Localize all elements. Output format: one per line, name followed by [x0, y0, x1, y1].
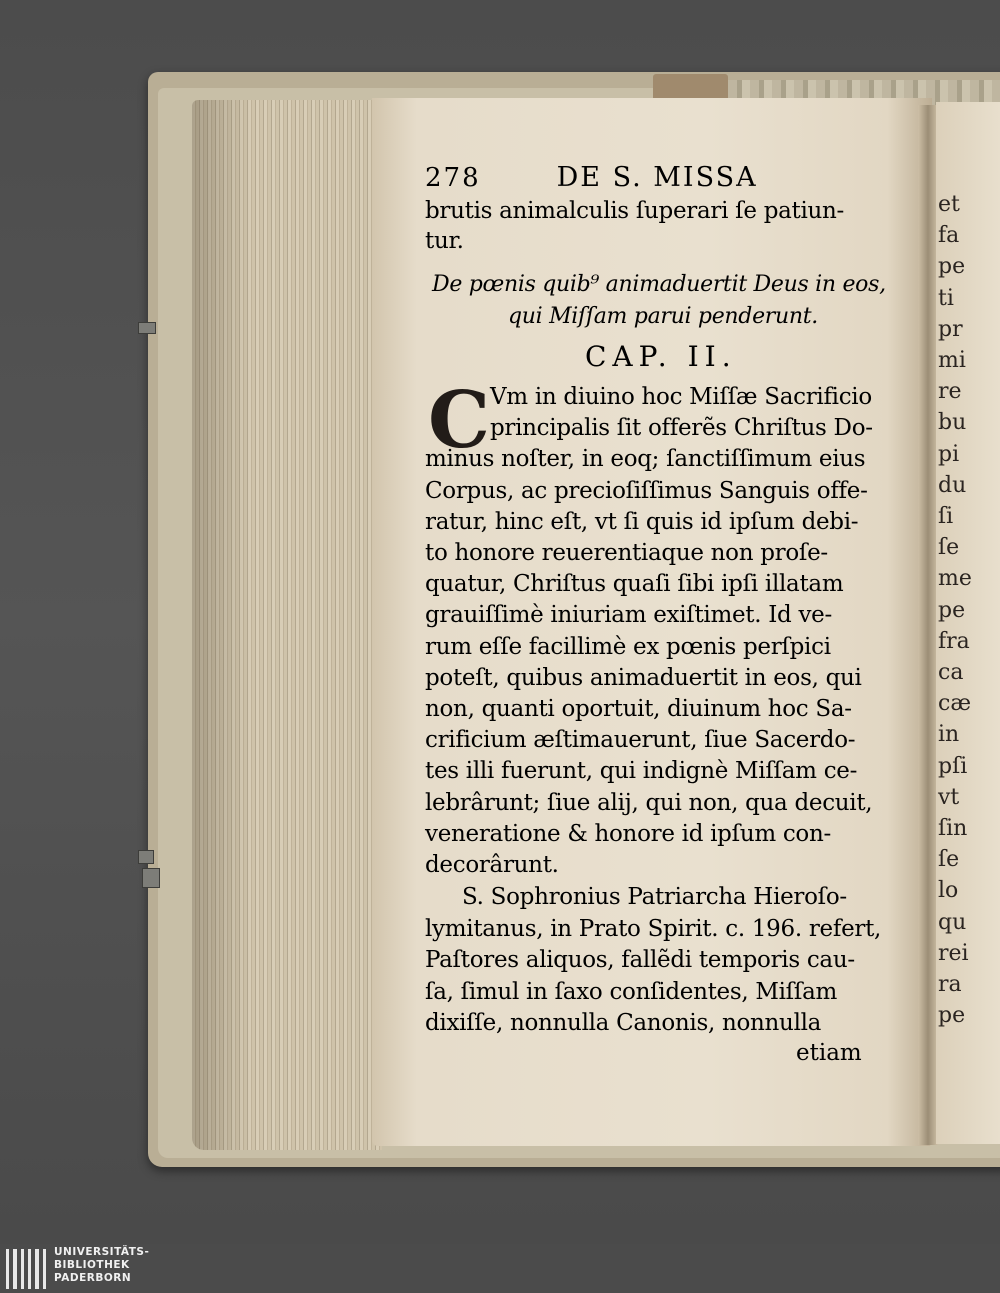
catchword: etiam: [796, 1040, 862, 1066]
right-page-fragment: pe: [938, 1003, 966, 1029]
right-page-fragment: ſi: [938, 504, 954, 529]
right-page-fragment: qu: [938, 909, 967, 935]
clasp-top: [138, 322, 156, 334]
text-line: veneratione & honore id ipſum con-: [425, 820, 831, 847]
right-page-fragment: du: [938, 472, 967, 498]
right-page-fragment: fa: [938, 223, 960, 249]
library-name-line: UNIVERSITÄTS-: [54, 1246, 150, 1258]
text-line: grauiſſimè iniuriam exiſtimet. Id ve-: [425, 602, 832, 629]
text-line: lebrârunt; ſiue alij, qui non, qua decuit,: [425, 789, 873, 816]
text-line: S. Sophronius Patriarcha Hieroſo-: [462, 884, 847, 910]
right-page-fragment: cæ: [938, 691, 971, 717]
text-line: Vm in diuino hoc Miſſæ Sacrificio: [490, 384, 872, 410]
gutter: [918, 105, 938, 1145]
text-line: tur.: [425, 228, 464, 254]
right-page-fragment: lo: [938, 878, 959, 904]
right-page-fragment: pe: [938, 254, 966, 280]
right-page-fragment: ſin: [938, 816, 968, 841]
text-line: ſa, ſimul in ſaxo conſidentes, Miſſam: [425, 978, 838, 1005]
text-line: poteſt, quibus animaduertit in eos, qui: [425, 664, 862, 691]
section-heading-line: qui Miſſam parui penderunt.: [508, 304, 818, 329]
right-page-fragment: pr: [938, 316, 963, 342]
text-line: decorârunt.: [425, 852, 559, 878]
text-line: lymitanus, in Prato Spirit. c. 196. refert,: [425, 915, 882, 942]
right-page-fragment: re: [938, 379, 962, 405]
right-page-fragment: ca: [938, 660, 964, 685]
right-page-fragment: pſi: [938, 753, 968, 779]
text-line: ratur, hinc eſt, vt ſi quis id ipſum debi-: [425, 508, 859, 535]
library-name: [54, 1246, 149, 1285]
text-line: non, quanti oportuit, diuinum hoc Sa-: [425, 696, 852, 722]
text-line: principalis ſit offerẽs Chriſtus Do-: [490, 415, 873, 442]
right-page-fragment: ti: [938, 285, 954, 311]
text-line: to honore reuerentiaque non proſe-: [425, 540, 828, 566]
footer-bar: [0, 1244, 1000, 1293]
text-line: Corpus, ac precioſiſſimus Sanguis offe-: [425, 477, 868, 504]
right-page-fragment: ra: [938, 972, 962, 997]
text-line: minus noſter, in eoq; ſanctiſſimum eius: [425, 446, 866, 473]
text-line: dixiſſe, nonnulla Canonis, nonnulla: [425, 1010, 822, 1036]
right-page-fragment: pi: [938, 441, 960, 467]
text-line: rum eſſe facillimè ex pœnis perſpici: [425, 633, 831, 660]
right-page-fragment: ſe: [938, 847, 960, 873]
right-page-fragment: me: [938, 566, 972, 592]
right-page-fragment: rei: [938, 940, 969, 966]
section-heading-line: De pœnis quib⁹ animaduertit Deus in eos,: [432, 272, 886, 297]
right-page-fragment: ſe: [938, 535, 960, 561]
running-head-title: DE S. MISSA: [556, 162, 758, 193]
page-edges-shadow: [192, 100, 252, 1150]
text-line: brutis animalculis ſuperari ſe patiun-: [425, 198, 845, 224]
right-page-fragment: pe: [938, 597, 966, 623]
library-name-line: BIBLIOTHEK: [54, 1259, 130, 1271]
text-line: quatur, Chriſtus quaſi ſibi ipſi illatam: [425, 571, 844, 598]
right-page-fragment: mi: [938, 348, 966, 373]
library-logo-icon: [6, 1247, 46, 1289]
clasp-bottom: [142, 868, 160, 888]
right-page-fragment: vt: [938, 784, 960, 810]
library-name-line: PADERBORN: [54, 1272, 132, 1284]
running-head: [425, 160, 765, 196]
right-page: [936, 102, 1000, 1144]
chapter-title: CAP. II.: [585, 340, 737, 373]
text-line: Paſtores aliquos, fallẽdi temporis cau-: [425, 947, 855, 973]
text-line: crificium æſtimauerunt, ſiue Sacerdo-: [425, 727, 856, 754]
drop-cap: C: [428, 375, 491, 466]
right-page-fragment: bu: [938, 410, 967, 436]
right-page-fragment: et: [938, 192, 960, 217]
page-number: 278: [425, 163, 481, 193]
text-line: tes illi fuerunt, qui indignè Miſſam ce-: [425, 758, 858, 785]
clasp-mid: [138, 850, 154, 864]
right-page-fragment: fra: [938, 628, 970, 654]
right-page-fragment: in: [938, 722, 960, 748]
